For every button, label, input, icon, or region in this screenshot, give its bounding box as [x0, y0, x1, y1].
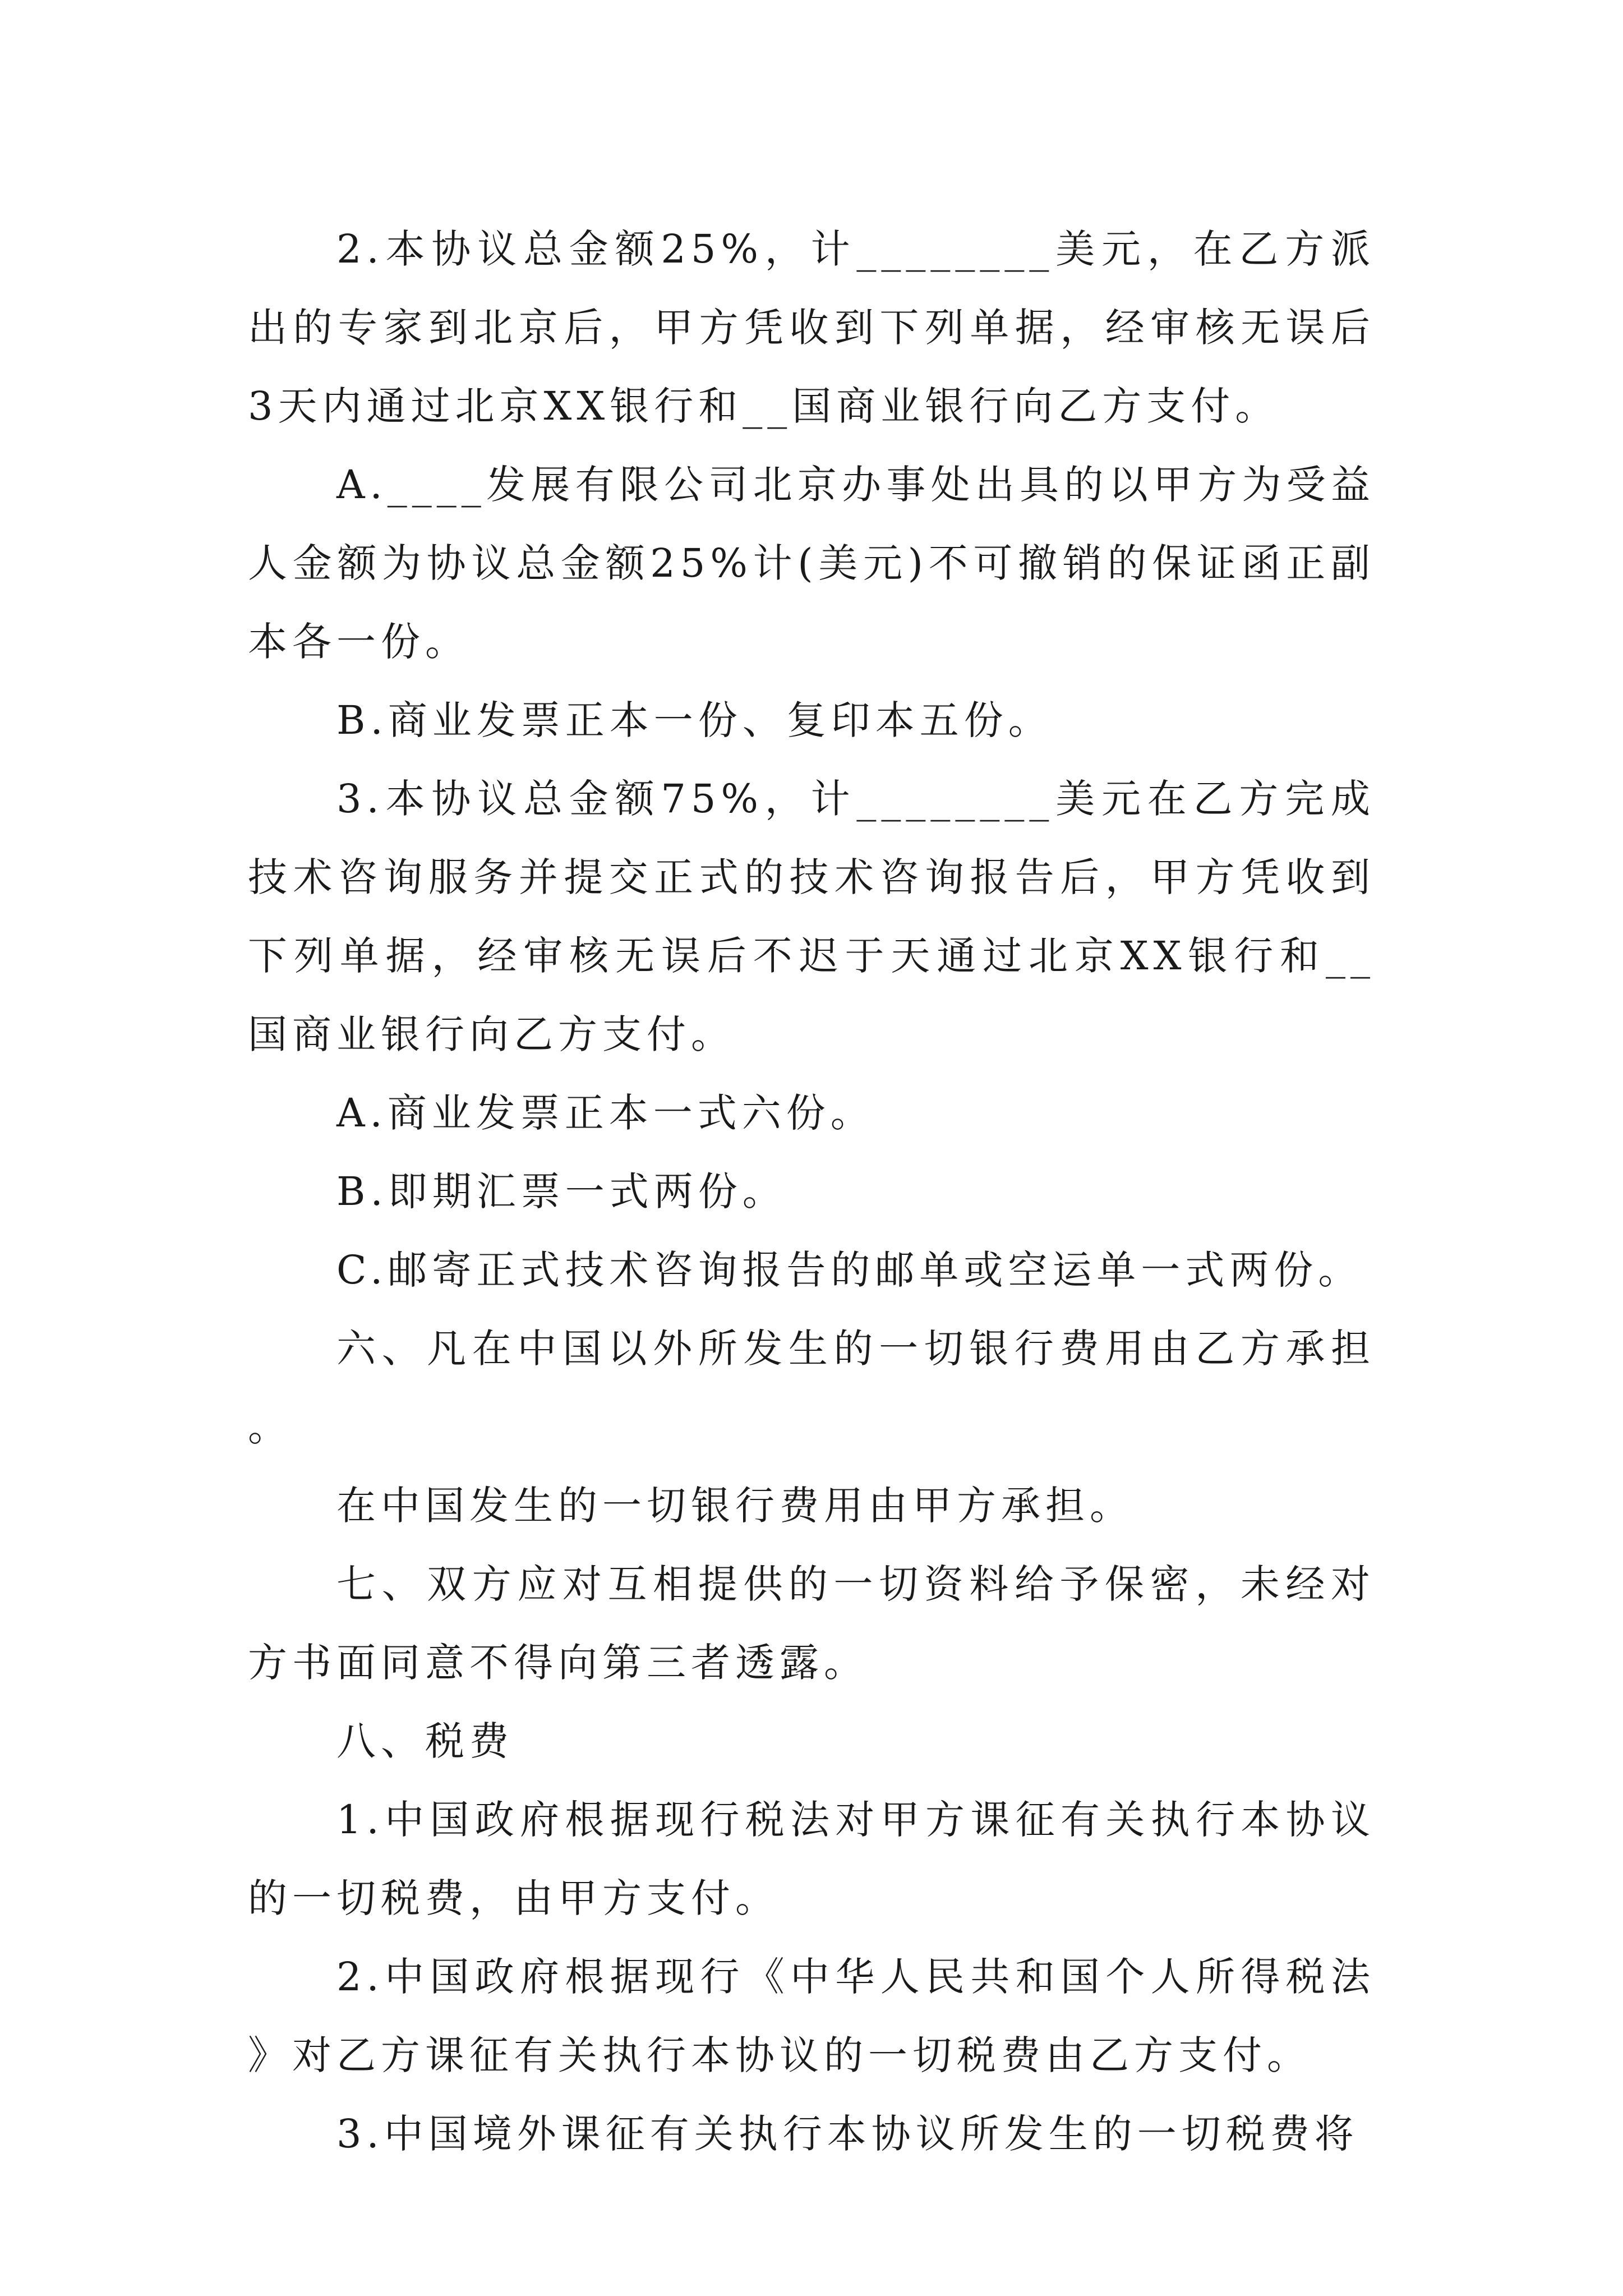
paragraph-payment-25-percent: 2.本协议总金额25%，计________美元，在乙方派出的专家到北京后，甲方凭收到下列单据，经审核无误后3天内通过北京XX银行和__国商业银行向乙方支付。: [248, 226, 1375, 429]
paragraph-tax-party-b: 2.中国政府根据现行《中华人民共和国个人所得税法》对乙方课征有关执行本协议的一切税费由乙方支付。: [248, 1954, 1375, 2078]
paragraph-mailing-receipt: C.邮寄正式技术咨询报告的邮单或空运单一式两份。: [336, 1247, 1363, 1293]
paragraph-sight-draft: B.即期汇票一式两份。: [336, 1168, 787, 1214]
paragraph-commercial-invoice-copies: B.商业发票正本一份、复印本五份。: [336, 697, 1053, 743]
paragraph-domestic-bank-fees: 在中国发生的一切银行费用由甲方承担。: [336, 1483, 1134, 1529]
paragraph-foreign-taxes: 3.中国境外课征有关执行本协议所发生的一切税费将: [336, 2111, 1359, 2157]
document-body: [248, 210, 1375, 2173]
paragraph-confidentiality: 七、双方应对互相提供的一切资料给予保密，未经对方书面同意不得向第三者透露。: [248, 1561, 1375, 1686]
paragraph-foreign-bank-fees: 六、凡在中国以外所发生的一切银行费用由乙方承担。: [248, 1326, 1375, 1450]
section-heading-taxes: 八、税费: [336, 1718, 514, 1764]
paragraph-tax-party-a: 1.中国政府根据现行税法对甲方课征有关执行本协议的一切税费，由甲方支付。: [248, 1797, 1375, 1921]
paragraph-payment-75-percent: 3.本协议总金额75%，计________美元在乙方完成技术咨询服务并提交正式的技术咨询报告后，甲方凭收到下列单据，经审核无误后不迟于天通过北京XX银行和__国商业银行向乙方支付。: [248, 776, 1375, 1057]
paragraph-invoice-six-copies: A.商业发票正本一式六份。: [336, 1090, 875, 1136]
paragraph-guarantee-letter: A.____发展有限公司北京办事处出具的以甲方为受益人金额为协议总金额25%计(美元)不可撤销的保证函正副本各一份。: [248, 462, 1375, 665]
